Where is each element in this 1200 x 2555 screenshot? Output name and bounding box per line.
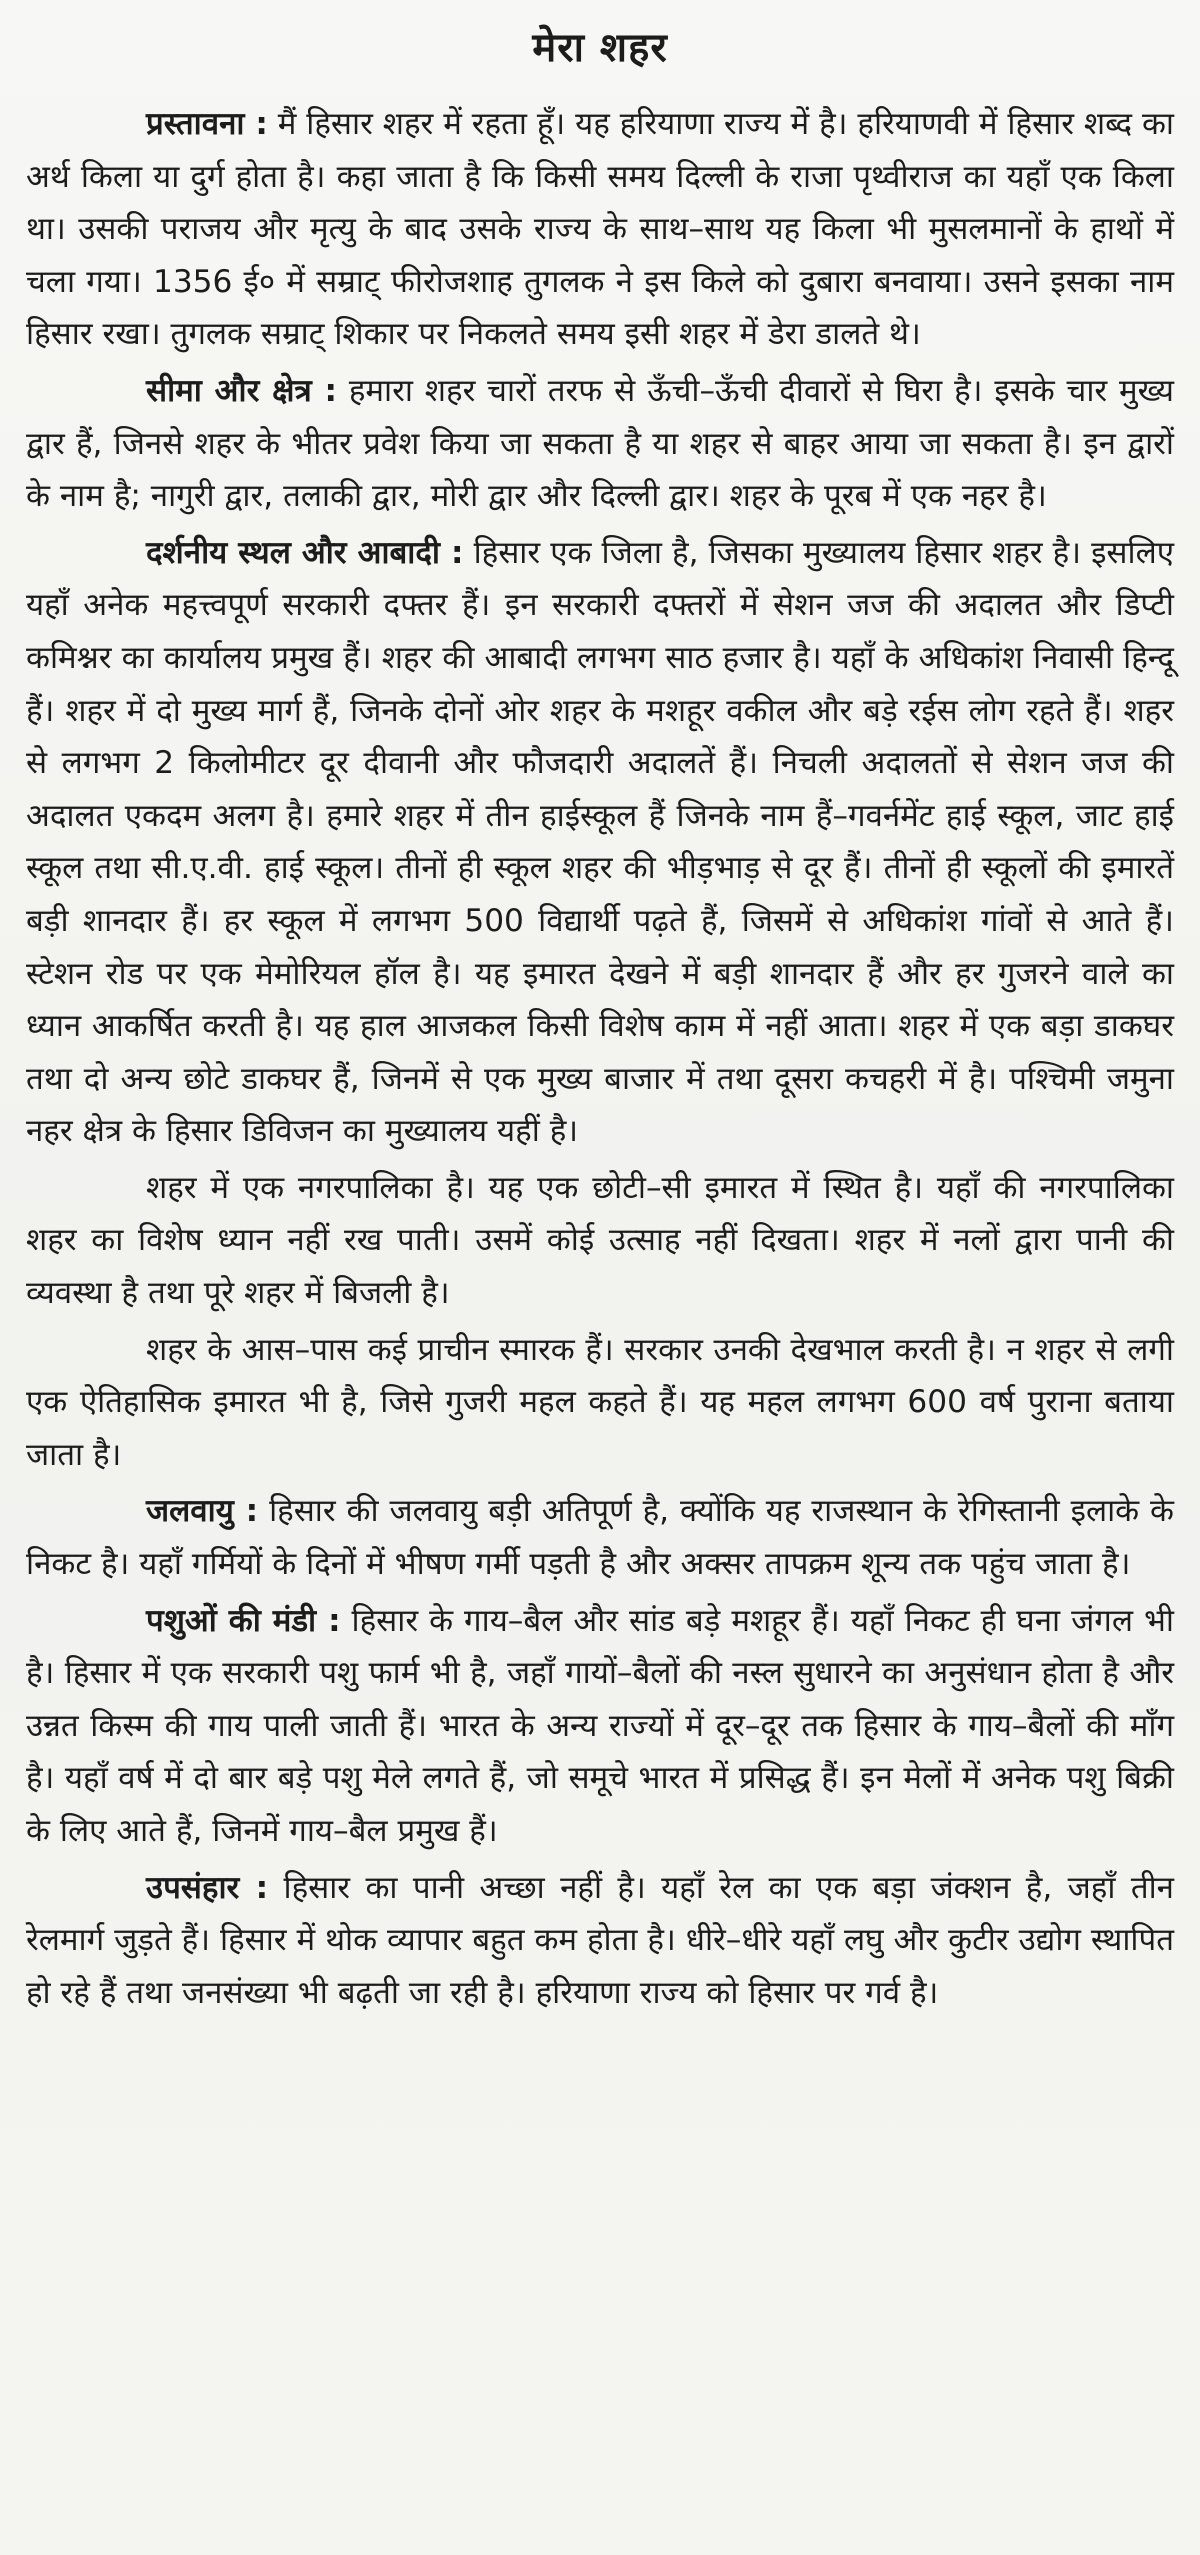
paragraph-sights bbox=[26, 527, 1174, 1158]
paragraph-boundary bbox=[26, 365, 1174, 523]
paragraph-text-conclusion: हिसार का पानी अच्छा नहीं है। यहाँ रेल का एक बड़ा जंक्शन है, जहाँ तीन रेलमार्ग जुड़ते हैं। हिसार में थोक व्यापार बहुत कम होता है। धीरे–धीरे यहाँ लघु और कुटीर उद्योग स्थापित हो रहे हैं तथा जनसंख्या भी बढ़ती जा रही है। हरियाणा राज्य को हिसार पर गर्व है। bbox=[26, 1869, 1174, 2011]
paragraph-cattle-market bbox=[26, 1595, 1174, 1858]
paragraph-heading-boundary: सीमा और क्षेत्र : bbox=[146, 372, 337, 409]
paragraph-text-climate: हिसार की जलवायु बड़ी अतिपूर्ण है, क्योंकि यह राजस्थान के रेगिस्तानी इलाके के निकट है। यहाँ गर्मियों के दिनों में भीषण गर्मी पड़ती है और अक्सर तापक्रम शून्य तक पहुंच जाता है। bbox=[26, 1493, 1174, 1583]
paragraph-heading-climate: जलवायु : bbox=[146, 1493, 259, 1530]
paragraph-heading-introduction: प्रस्तावना : bbox=[146, 106, 268, 142]
paragraph-text-cattle-market: हिसार के गाय–बैल और सांड बड़े मशहूर हैं। यहाँ निकट ही घना जंगल भी है। हिसार में एक सरकारी पशु फार्म भी है, जहाँ गायों–बैलों की नस्ल सुधारने का अनुसंधान होता है और उन्नत किस्म की गाय पाली जाती हैं। भारत के अन्य राज्यों में दूर–दूर तक हिसार के गाय–बैलों की माँग है। यहाँ वर्ष में दो बार बड़े पशु मेले लगते हैं, जो समूचे भारत में प्रसिद्ध हैं। इन मेलों में अनेक पशु बिक्री के लिए आते हैं, जिनमें गाय–बैल प्रमुख हैं। bbox=[26, 1602, 1174, 1849]
page-title: मेरा शहर bbox=[532, 25, 668, 71]
paragraph-monuments bbox=[26, 1324, 1174, 1482]
paragraph-text-introduction: मैं हिसार शहर में रहता हूँ। यह हरियाणा राज्य में है। हरियाणवी में हिसार शब्द का अर्थ किला या दुर्ग होता है। कहा जाता है कि किसी समय दिल्ली के राजा पृथ्वीराज का यहाँ एक किला था। उसकी पराजय और मृत्यु के बाद उसके राज्य के साथ–साथ यह किला भी मुसलमानों के हाथों में चला गया। 1356 ई० में सम्राट् फीरोजशाह तुगलक ने इस किले को दुबारा बनवाया। उसने इसका नाम हिसार रखा। तुगलक सम्राट् शिकार पर निकलते समय इसी शहर में डेरा डालते थे। bbox=[26, 106, 1174, 353]
paragraph-conclusion bbox=[26, 1862, 1174, 2020]
paragraph-heading-conclusion: उपसंहार : bbox=[146, 1869, 269, 1906]
paragraph-introduction bbox=[26, 98, 1174, 361]
paragraph-text-sights: हिसार एक जिला है, जिसका मुख्यालय हिसार शहर है। इसलिए यहाँ अनेक महत्त्वपूर्ण सरकारी दफ्तर हैं। इन सरकारी दफ्तरों में सेशन जज की अदालत और डिप्टी कमिश्नर का कार्यालय प्रमुख हैं। शहर की आबादी लगभग साठ हजार है। यहाँ के अधिकांश निवासी हिन्दू हैं। शहर में दो मुख्य मार्ग हैं, जिनके दोनों ओर शहर के मशहूर वकील और बड़े रईस लोग रहते हैं। शहर से लगभग 2 किलोमीटर दूर दीवानी और फौजदारी अदालतें हैं। निचली अदालतों से सेशन जज की अदालत एकदम अलग है। हमारे शहर में तीन हाईस्कूल हैं जिनके नाम हैं–गवर्नमेंट हाई स्कूल, जाट हाई स्कूल तथा सी.ए.वी. हाई स्कूल। तीनों ही स्कूल शहर की भीड़भाड़ से दूर हैं। तीनों ही स्कूलों की इमारतें बड़ी शानदार हैं। हर स्कूल में लगभग 500 विद्यार्थी पढ़ते हैं, जिसमें से अधिकांश गांवों से आते हैं। स्टेशन रोड पर एक मेमोरियल हॉल है। यह इमारत देखने में बड़ी शानदार हैं और हर गुजरने वाले का ध्यान आकर्षित करती है। यह हाल आजकल किसी विशेष काम में नहीं आता। शहर में एक बड़ा डाकघर तथा दो अन्य छोटे डाकघर हैं, जिनमें से एक मुख्य बाजार में तथा दूसरा कचहरी में है। पश्चिमी जमुना नहर क्षेत्र के हिसार डिविजन का मुख्यालय यहीं है। bbox=[26, 534, 1174, 1150]
paragraph-climate bbox=[26, 1485, 1174, 1590]
paragraph-municipality bbox=[26, 1162, 1174, 1320]
paragraph-text-municipality: शहर में एक नगरपालिका है। यह एक छोटी–सी इमारत में स्थित है। यहाँ की नगरपालिका शहर का विशेष ध्यान नहीं रख पाती। उसमें कोई उत्साह नहीं दिखता। शहर में नलों द्वारा पानी की व्यवस्था है तथा पूरे शहर में बिजली है। bbox=[26, 1169, 1174, 1312]
paragraph-text-monuments: शहर के आस–पास कई प्राचीन स्मारक हैं। सरकार उनकी देखभाल करती है। न शहर से लगी एक ऐतिहासिक इमारत भी है, जिसे गुजरी महल कहते हैं। यह महल लगभग 600 वर्ष पुराना बताया जाता है। bbox=[26, 1331, 1174, 1473]
paragraph-heading-sights: दर्शनीय स्थल और आबादी : bbox=[146, 534, 464, 571]
paragraph-text-boundary: हमारा शहर चारों तरफ से ऊँची–ऊँची दीवारों से घिरा है। इसके चार मुख्य द्वार हैं, जिनसे शहर के भीतर प्रवेश किया जा सकता है या शहर से बाहर आया जा सकता है। इन द्वारों के नाम है; नागुरी द्वार, तलाकी द्वार, मोरी द्वार और दिल्ली द्वार। शहर के पूरब में एक नहर है। bbox=[26, 372, 1174, 515]
paragraph-heading-cattle-market: पशुओं की मंडी : bbox=[146, 1602, 341, 1639]
